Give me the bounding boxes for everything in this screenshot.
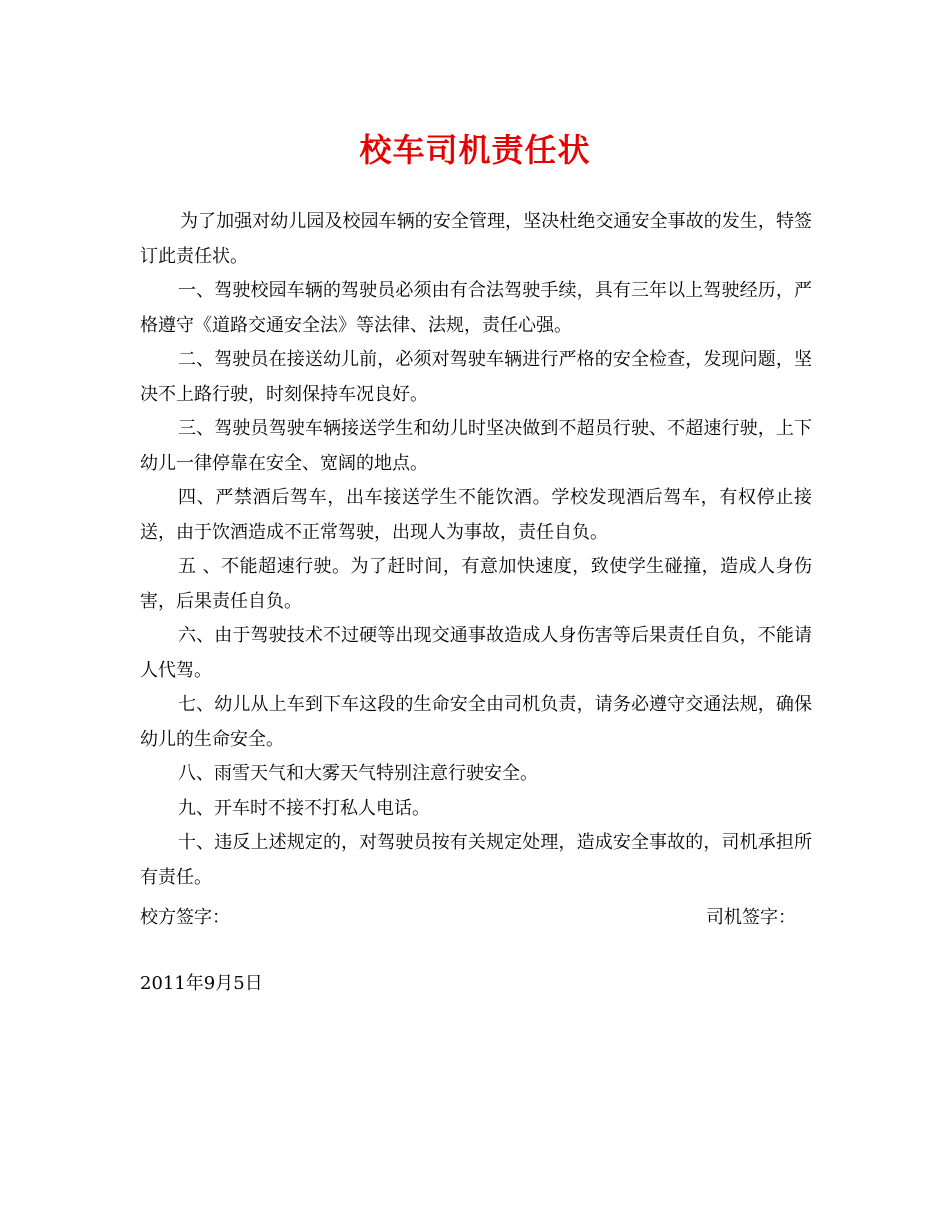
document-date: 2011年9月5日 [140, 973, 263, 994]
clause-8: 八、雨雪天气和大雾天气特别注意行驶安全。 [178, 763, 538, 784]
clause-4: 四、严禁酒后驾车，出车接送学生不能饮酒。学校发现酒后驾车，有权停止接送，由于饮酒造成不正常驾驶，出现人为事故，责任自负。 [140, 487, 812, 543]
intro-paragraph: 为了加强对幼儿园及校园车辆的安全管理，坚决杜绝交通安全事故的发生，特签订此责任状。 [140, 211, 812, 267]
clause-2: 二、驾驶员在接送幼儿前，必须对驾驶车辆进行严格的安全检查，发现问题，坚决不上路行驶，时刻保持车况良好。 [140, 349, 812, 405]
clause-1: 一、驾驶校园车辆的驾驶员必须由有合法驾驶手续，具有三年以上驾驶经历，严格遵守《道路交通安全法》等法律、法规，责任心强。 [140, 280, 812, 336]
clause-9: 九、开车时不接不打私人电话。 [178, 797, 430, 819]
clause-7: 七、幼儿从上车到下车这段的生命安全由司机负责，请务必遵守交通法规，确保幼儿的生命安全。 [140, 694, 812, 750]
driver-signature-label: 司机签字： [706, 907, 796, 928]
clause-10: 十、违反上述规定的，对驾驶员按有关规定处理，造成安全事故的，司机承担所有责任。 [140, 832, 812, 888]
signature-row [140, 902, 812, 934]
document-title: 校车司机责任状 [359, 131, 591, 169]
document-body [140, 205, 812, 895]
clause-3: 三、驾驶员驾驶车辆接送学生和幼儿时坚决做到不超员行驶、不超速行驶，上下幼儿一律停靠在安全、宽阔的地点。 [140, 418, 812, 474]
clause-6: 六、由于驾驶技术不过硬等出现交通事故造成人身伤害等后果责任自负，不能请人代驾。 [140, 625, 812, 681]
school-signature-label: 校方签字： [140, 907, 230, 928]
clause-5: 五 、不能超速行驶。为了赶时间，有意加快速度，致使学生碰撞，造成人身伤害，后果责任自负。 [140, 556, 812, 612]
